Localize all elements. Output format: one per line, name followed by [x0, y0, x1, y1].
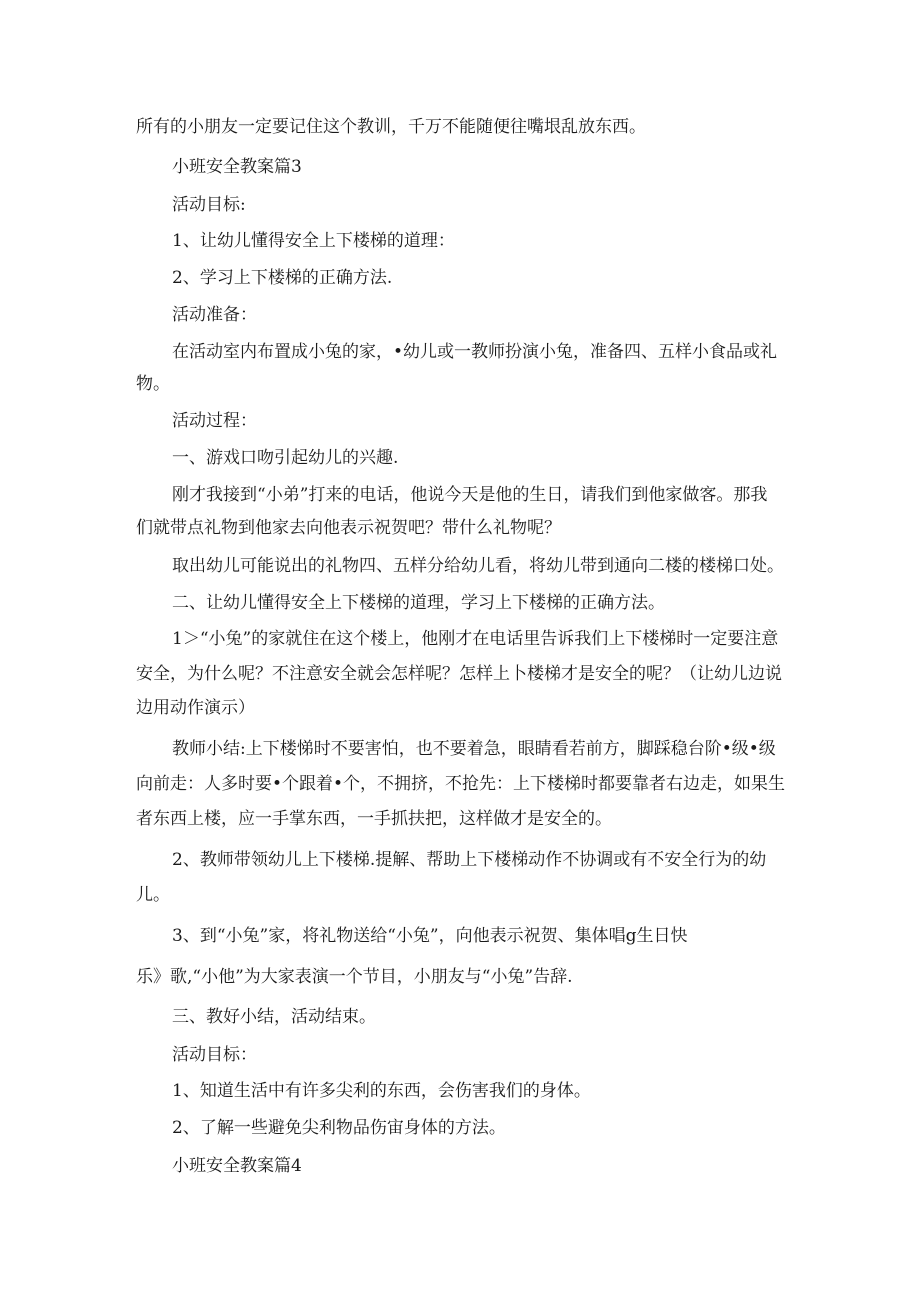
- step-two-item-1-line-3: 边用动作演示）: [136, 698, 255, 718]
- section-heading-4: 小班安全教案篇4: [172, 1156, 302, 1176]
- step-three-heading: 三、教好小结，活动结束。: [172, 1007, 376, 1027]
- teacher-summary-line-3: 者东西上楼，应一手掌东西，一手抓扶把，这样做才是安全的。: [136, 809, 612, 829]
- step-one-text-line-1: 刚才我接到“小弟”打来的电话，他说今天是他的生日，请我们到他家做客。那我: [172, 485, 768, 505]
- step-two-heading: 二、让幼儿懂得安全上下楼梯的道理，学习上下楼梯的正确方法。: [172, 593, 665, 613]
- goal-item-2-b: 2、了解一些避免尖利物品伤宙身体的方法。: [172, 1118, 506, 1138]
- step-two-item-2-line-1: 2、教师带领幼儿上下楼梯.提解、帮助上下楼梯动作不协调或有不安全行为的幼: [172, 850, 767, 870]
- heading-activity-preparation: 活动准备：: [172, 305, 257, 325]
- step-one-heading: 一、游戏口吻引起幼儿的兴趣.: [172, 448, 399, 468]
- step-two-item-1-line-2: 安全，为什么呢？不注意安全就会怎样呢？怎样上卜楼梯才是安全的呢？（让幼儿边说: [136, 664, 782, 684]
- teacher-summary-line-1: 教师小结:上下楼悌时不要害怕，也不要着急，眼睛看若前方，脚踩稳台阶•级•级: [172, 739, 776, 759]
- goal-item-1: 1、让幼儿懂得安全上下楼梯的道理：: [172, 231, 455, 251]
- preparation-text-line-1: 在活动室内布置成小兔的家，•幼儿或一教师扮演小兔，准备四、五样小食品或礼: [172, 342, 778, 362]
- heading-activity-goals-2: 活动目标：: [172, 1045, 257, 1065]
- step-one-text-line-2: 们就带点礼物到他家去向他表示祝贺吧？带什么礼物呢？: [136, 518, 561, 538]
- preparation-text-line-2: 物。: [136, 374, 170, 394]
- section-heading-3: 小班安全教案篇3: [172, 157, 302, 177]
- step-two-item-1-line-1: 1＞“小兔”的家就住在这个楼上，他刚才在电话里告诉我们上下楼梯时一定要注意: [172, 629, 779, 649]
- heading-activity-process: 活动过程：: [172, 411, 257, 431]
- teacher-summary-line-2: 向前走：人多时要•个跟着•个，不拥挤，不抢先：上下楼梯时都要靠者右边走，如果生: [136, 774, 786, 794]
- heading-activity-goals: 活动目标:: [172, 195, 246, 215]
- step-two-item-2-line-2: 儿。: [136, 885, 170, 905]
- paragraph-closing-line: 所有的小朋友一定要记住这个教训，千万不能随便往嘴垠乱放东西。: [136, 117, 646, 137]
- step-one-text-line-3: 取出幼儿可能说出的礼物四、五样分给幼儿看，将幼儿带到通向二楼的楼梯口处。: [172, 556, 784, 576]
- goal-item-2: 2、学习上下楼梯的正确方法.: [172, 268, 393, 288]
- step-two-item-3-line-1: 3、到“小兔”家，将礼物送给“小兔”，向他表示祝贺、集体唱g生日快: [172, 926, 688, 946]
- goal-item-1-b: 1、知道生活中有许多尖利的东西，会伤害我们的身体。: [172, 1081, 591, 1101]
- step-two-item-3-line-2: 乐》歌,“小他”为大家表演一个节目，小朋友与“小兔”告辞.: [136, 967, 573, 987]
